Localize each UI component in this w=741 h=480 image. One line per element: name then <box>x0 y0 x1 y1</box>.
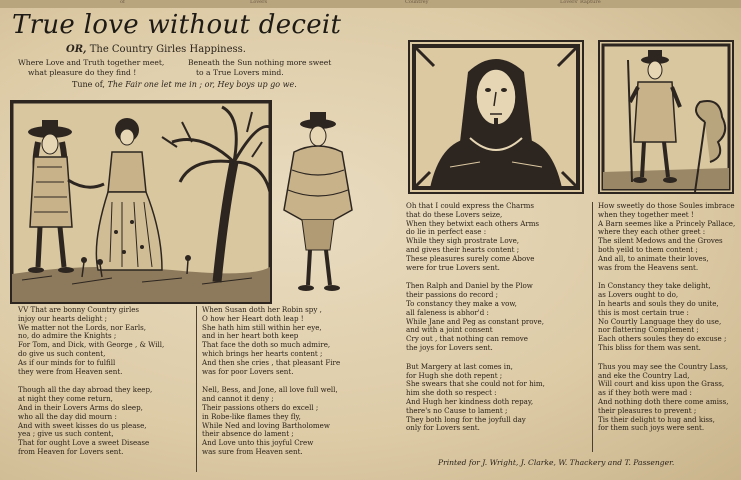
verse-column-2 <box>202 306 340 457</box>
strip-text-3: Countrey <box>405 0 429 5</box>
column-rule-2 <box>592 202 593 452</box>
col1-line-16: That for ought Love a sweet Disease <box>18 438 150 448</box>
col4-line-10: In Constancy they take delight, <box>598 281 711 291</box>
woodcut-portrait-drawing <box>410 42 582 192</box>
strip-text-1: of <box>120 0 125 5</box>
printer-imprint: Printed for J. Wright, J. Clarke, W. Thackery and T. Passenger. <box>438 458 675 467</box>
col3-line-15: and with a joint consent <box>406 325 493 335</box>
col1-line-1: VV That are bonny Country girles <box>18 305 140 314</box>
woodcut-portrait <box>408 40 584 194</box>
ballad-subtitle <box>66 44 246 55</box>
col1-line-5: For Tom, and Dick, with George , & Will, <box>18 340 165 350</box>
intro-line-4: to a True Lovers mind. <box>196 68 284 77</box>
intro-line-1: Where Love and Truth together meet, <box>18 58 165 67</box>
col2-line-5: That face the doth so much admire, <box>202 340 331 350</box>
woodcut-standing-man-drawing <box>272 110 364 298</box>
col2-line-13: in Robe-like flames they fly, <box>202 411 301 421</box>
col2-line-11: and cannot it deny ; <box>202 394 274 404</box>
col4-line-19: Thus you may see the Country Lass, <box>598 361 729 371</box>
col3-line-12: To constancy they make a vow, <box>406 298 517 308</box>
woodcut-couple <box>10 100 272 304</box>
col2-line-17: was sure from Heaven sent. <box>202 446 303 456</box>
col2-line-4: and in her heart both keep <box>202 331 299 341</box>
col4-line-8: was from the Heavens sent. <box>598 262 699 272</box>
col3-line-14: While Jane and Peg as constant prove, <box>406 316 544 326</box>
col1-line-8: they were from Heaven sent. <box>18 366 123 376</box>
col3-line-13: all faleness is abhor'd : <box>406 307 489 317</box>
col1-line-14: And with sweet kisses do us please, <box>18 420 147 430</box>
col3-line-24: there's no Cause to lament ; <box>406 405 508 415</box>
col2-line-10: Nell, Bess, and Jone, all love full well, <box>202 385 338 395</box>
col4-line-13: this is most certain true : <box>598 307 689 317</box>
col1-line-3: We matter not the Lords, nor Earls, <box>18 322 146 332</box>
col3-line-17: the joys for Lovers sent. <box>406 342 493 352</box>
column-rule-1 <box>196 306 197 472</box>
col1-line-6: do give us such content, <box>18 348 106 358</box>
col3-line-21: She swears that she could not for him, <box>406 379 545 389</box>
col3-line-11: their passions do record ; <box>406 290 499 300</box>
col2-line-15: their absence do lament ; <box>202 429 294 439</box>
col3-line-23: And Hugh her kindness doth repay, <box>406 396 534 406</box>
col4-line-22: as if they both were mad : <box>598 388 692 398</box>
col4-line-26: for them such joys were sent. <box>598 423 705 433</box>
col3-line-10: Then Ralph and Daniel by the Plow <box>406 281 533 291</box>
col1-line-12: And in their Lovers Arms do sleep, <box>18 402 143 412</box>
col4-line-20: and eke the Country Lad, <box>598 370 690 380</box>
col3-line-19: But Margery at last comes in, <box>406 361 513 371</box>
verse-column-1 <box>18 306 164 457</box>
col2-line-14: While Ned and loving Bartholomew <box>202 420 330 430</box>
verse-column-4 <box>598 202 735 433</box>
strip-text-4: Lovers' Rapture <box>560 0 601 5</box>
col3-line-4: do lie in perfect ease : <box>406 227 487 237</box>
col2-line-16: And Love unto this joyful Crew <box>202 438 314 448</box>
col4-line-5: The silent Medows and the Groves <box>598 236 723 246</box>
col2-line-2: O how her Heart doth leap ! <box>202 313 304 323</box>
verse-column-3 <box>406 202 545 433</box>
col4-line-3: A Barn seemes like a Princely Pallace, <box>598 218 736 228</box>
col1-line-11: at night they come return, <box>18 394 113 404</box>
col4-line-14: No Courtly Language they do use, <box>598 316 722 326</box>
col3-line-22: him she doth so respect : <box>406 388 497 398</box>
col1-line-15: yea ; give us such content, <box>18 429 114 439</box>
col2-line-12: Their passions others do excell ; <box>202 402 319 412</box>
col3-line-3: When they betwixt each others Arms <box>406 218 540 228</box>
col3-line-7: These pleasures surely come Above <box>406 253 535 263</box>
col4-line-7: And all, to animate their loves, <box>598 253 709 263</box>
col3-line-1: Oh that I could express the Charms <box>406 201 535 210</box>
col4-line-15: nor flattering Complement ; <box>598 325 699 335</box>
tune-name: The Fair one let me in ; or, Hey boys up go we. <box>107 80 297 89</box>
col3-line-8: were for true Lovers sent. <box>406 262 500 272</box>
col3-line-6: and gives their hearts content ; <box>406 244 520 254</box>
col4-line-17: This bliss for them was sent. <box>598 342 701 352</box>
col2-line-7: And then she cries , that pleasant Fire <box>202 357 341 367</box>
ballad-title: True love without deceit <box>12 10 342 40</box>
woodcut-man-with-staff-drawing <box>600 42 732 192</box>
col3-line-25: They both long for the joyfull day <box>406 414 526 424</box>
tune-prefix: Tune of, <box>72 80 105 89</box>
col2-line-6: which brings her hearts content ; <box>202 348 323 358</box>
tune-line <box>72 80 297 89</box>
col4-line-4: where they each other greet : <box>598 227 706 237</box>
col4-line-21: Will court and kiss upon the Grass, <box>598 379 725 389</box>
col1-line-10: Though all the day abroad they keep, <box>18 385 153 395</box>
col1-line-17: from Heaven for Lovers sent. <box>18 446 124 456</box>
col4-line-16: Each others soules they do excuse ; <box>598 334 727 344</box>
woodcut-man-with-staff <box>598 40 734 194</box>
col4-line-6: both yeild to them content ; <box>598 244 698 254</box>
col1-line-2: injoy our hearts delight ; <box>18 313 108 323</box>
intro-line-2: Beneath the Sun nothing more sweet <box>188 58 332 67</box>
woodcut-couple-drawing <box>12 102 270 302</box>
col4-line-2: when they together meet ! <box>598 209 694 219</box>
col2-line-8: was for poor Lovers sent. <box>202 366 294 376</box>
col2-line-3: She hath him still within her eye, <box>202 322 322 332</box>
col3-line-20: for Hugh she doth repent ; <box>406 370 503 380</box>
col4-line-25: Tis their delight to hug and kiss, <box>598 414 715 424</box>
col1-line-4: no, do admire the Knights ; <box>18 331 117 341</box>
col3-line-5: While they sigh prostrate Love, <box>406 236 520 246</box>
strip-text-2: Lovers <box>250 0 268 5</box>
col3-line-26: only for Lovers sent. <box>406 423 480 433</box>
col4-line-24: their pleasures to prevent ; <box>598 405 697 415</box>
col1-line-13: who all the day did mourn : <box>18 411 117 421</box>
subtitle-rest: The Country Girles Happiness. <box>89 44 246 55</box>
col2-line-1: When Susan doth her Robin spy , <box>202 305 322 314</box>
intro-line-3: what pleasure do they find ! <box>28 68 137 77</box>
top-binding-strip <box>0 0 741 8</box>
col3-line-2: that do these Lovers seize, <box>406 209 503 219</box>
col4-line-23: And nothing doth there come amiss, <box>598 396 729 406</box>
subtitle-or: OR, <box>66 44 87 55</box>
woodcut-standing-man <box>272 110 364 298</box>
col4-line-11: as Lovers ought to do, <box>598 290 679 300</box>
col3-line-16: Cry out , that nothing can remove <box>406 334 529 344</box>
col4-line-1: How sweetly do those Soules imbrace <box>598 201 735 210</box>
col4-line-12: In hearts and souls they do unite, <box>598 298 719 308</box>
col1-line-7: As if our minds for to fulfill <box>18 357 116 367</box>
